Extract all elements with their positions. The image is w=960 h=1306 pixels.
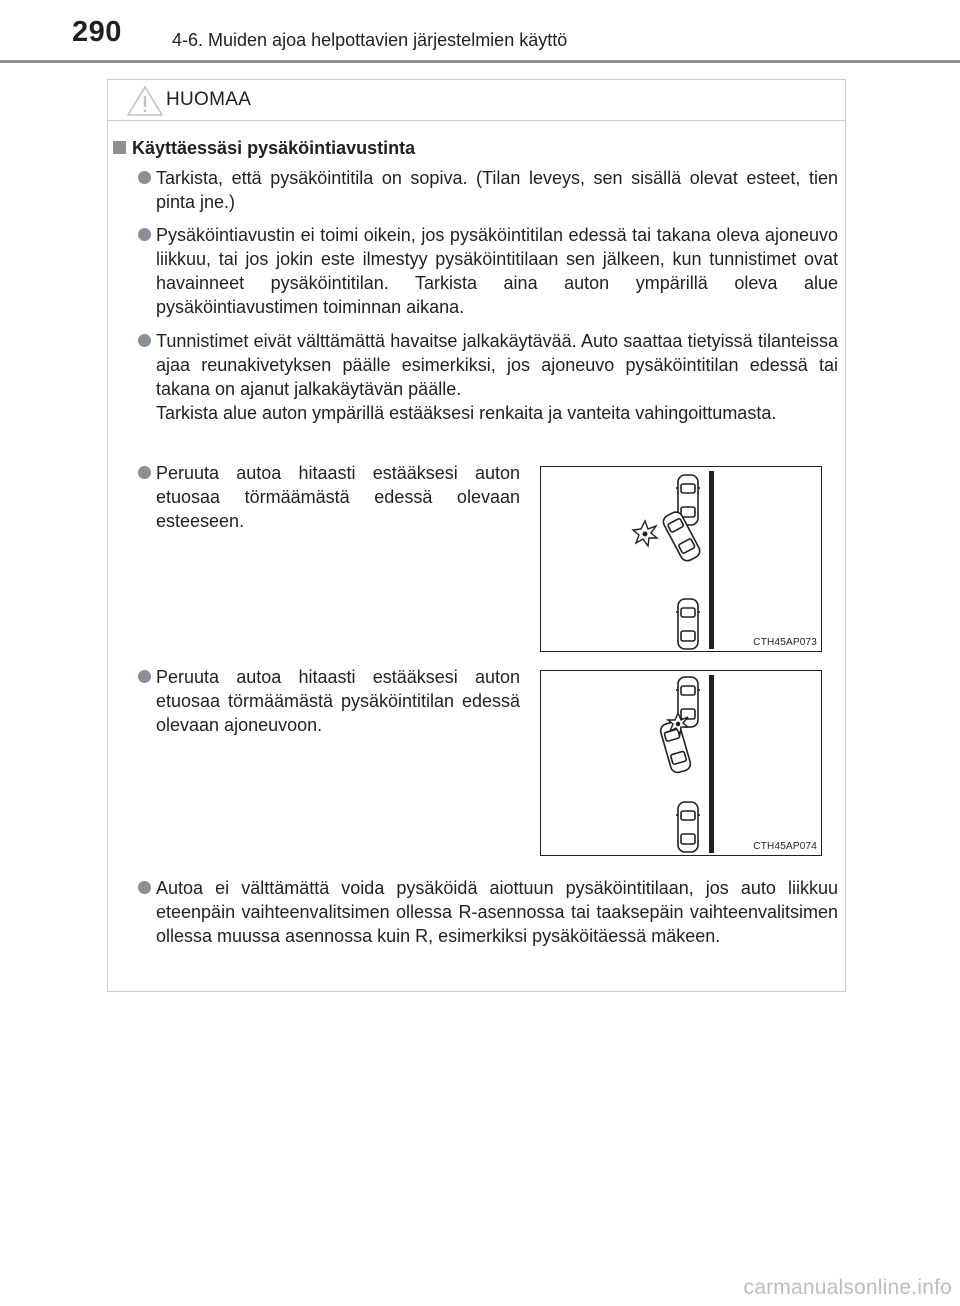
list-item [156,665,520,737]
bullet-dot-icon [138,228,151,241]
bullet-dot-icon [138,334,151,347]
figure-code: CTH45AP073 [753,637,817,648]
bullet-text: Tarkista, että pysäköintitila on sopiva. (Tilan leveys, sen sisällä olevat esteet, tien pinta jne.) [156,168,838,212]
list-item [156,876,838,948]
notice-header [108,80,845,121]
list-item [156,223,838,319]
figure-code: CTH45AP074 [753,841,817,852]
header-divider [0,60,960,63]
bullet-text: Autoa ei välttämättä voida pysäköidä aiottuun pysäköintitilaan, jos auto liikkuu eteenpäin vaihteenvalitsimen ollessa R-asennossa tai taaksepäin vaihteenvalitsimen ollessa muussa asennossa kuin R, esimerkiksi pysäköitäessä mäkeen. [156,878,838,946]
watermark: carmanualsonline.info [743,1276,952,1299]
bullet-text: Tunnistimet eivät välttämättä havaitse jalkakäytävää. Auto saattaa tietyissä tilanteissa ajaa reunakivetyksen päälle esimerkiksi, jos ajoneuvo pysäköintitilan edessä tai takana on ajanut jalkakäytävän päälle. [156,331,838,399]
list-item [156,329,838,425]
notice-box [107,79,846,992]
square-bullet-icon [113,141,126,154]
chapter-title: 4-6. Muiden ajoa helpottavien järjestelmien käyttö [172,30,568,50]
bullet-text: Tarkista alue auton ympärillä estääksesi renkaita ja vanteita vahingoittumasta. [156,403,777,423]
illustration-vehicle [540,670,822,856]
page-header [0,0,960,62]
list-item [156,461,520,533]
list-item [156,166,838,214]
bullet-dot-icon [138,670,151,683]
bullet-text: Peruuta autoa hitaasti estääksesi auton etuosaa törmäämästä pysäköintitilan edessä olevaan ajoneuvoon. [156,667,520,735]
bullet-text: Peruuta autoa hitaasti estääksesi auton etuosaa törmäämästä edessä olevaan esteeseen. [156,463,520,531]
parking-vehicle-illustration [541,671,820,854]
section-heading-text: Käyttäessäsi pysäköintiavustinta [132,138,416,158]
warning-triangle-icon [126,85,164,117]
bullet-dot-icon [138,881,151,894]
section-heading [113,138,415,159]
parking-obstacle-illustration [541,467,820,650]
impact-burst-icon [633,521,657,546]
bullet-text: Pysäköintiavustin ei toimi oikein, jos pysäköintitilan edessä tai takana oleva ajoneuvo liikkuu, tai jos jokin este ilmestyy pysäköintitilaan sen jälkeen, kun tunnistimet ovat havainneet pysäköintitilan. Tarkista aina auton ympärillä oleva alue pysäköintiavustimen toiminnan aikana. [156,225,838,317]
illustration-obstacle [540,466,822,652]
notice-title: HUOMAA [166,89,252,110]
page-number: 290 [72,16,122,48]
bullet-dot-icon [138,171,151,184]
bullet-dot-icon [138,466,151,479]
